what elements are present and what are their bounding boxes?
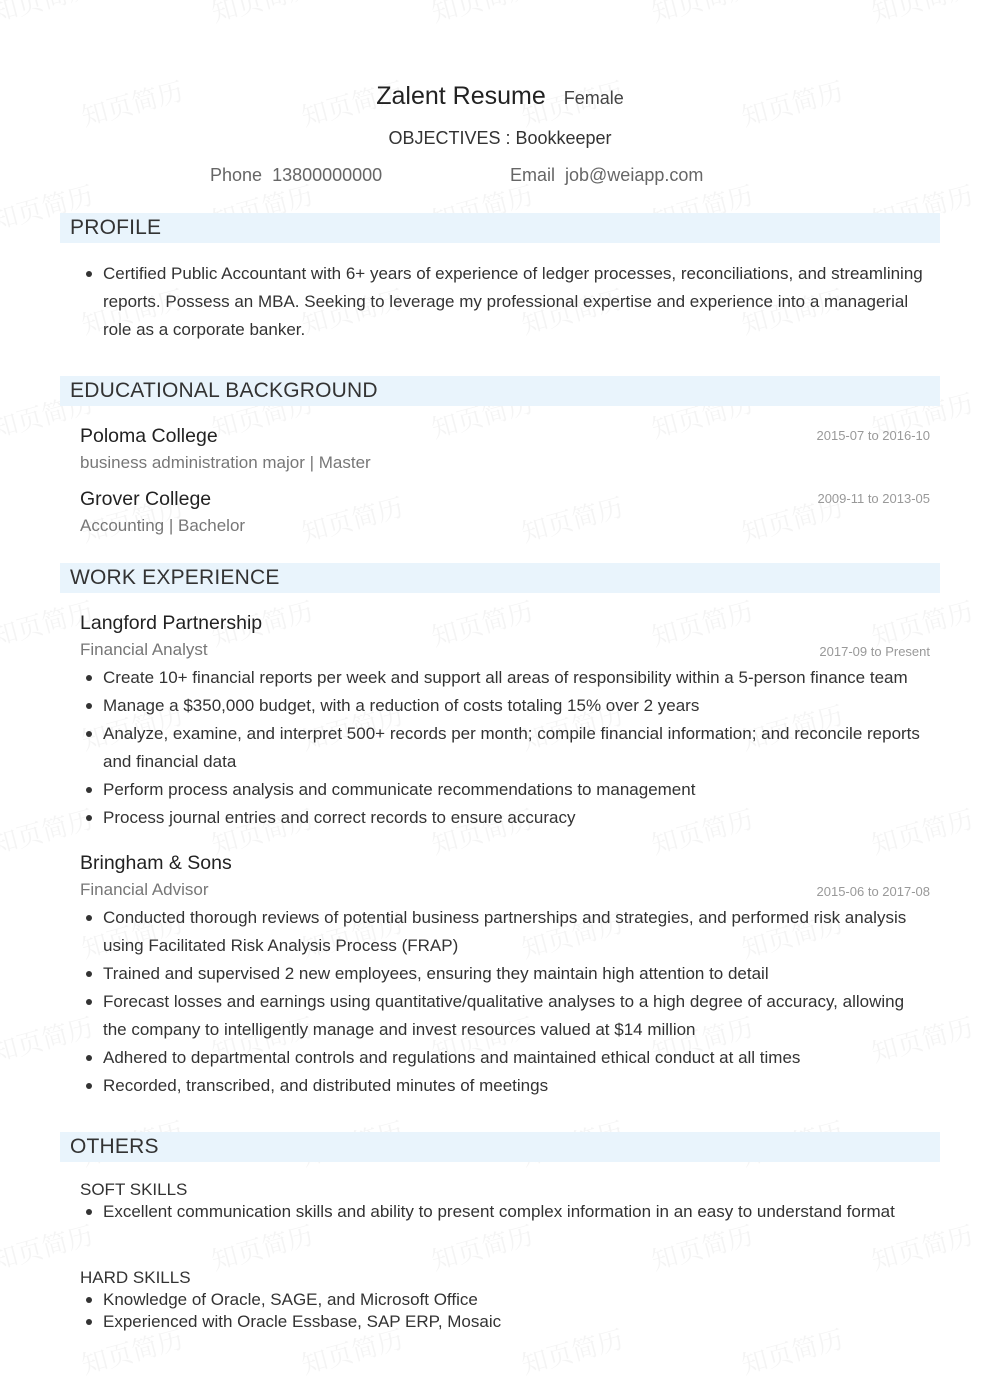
list-item: Conducted thorough reviews of potential business partnerships and strategies, and performed risk analysis using Facilitated Risk Analysis Process (FRAP) bbox=[80, 904, 930, 960]
section-title: OTHERS bbox=[70, 1135, 159, 1158]
list-item: Certified Public Accountant with 6+ years of experience of ledger processes, reconciliations, and streamlining reports. Possess an MBA. Seeking to leverage my professional expertise and experience into a managerial role as a corporate banker. bbox=[80, 260, 930, 344]
company-name: Bringham & Sons bbox=[80, 852, 232, 874]
list-item: Trained and supervised 2 new employees, ensuring they maintain high attention to detail bbox=[80, 960, 930, 988]
education-dates: 2009-11 to 2013-05 bbox=[817, 491, 930, 506]
job-bullets bbox=[80, 904, 930, 1100]
phone-value: 13800000000 bbox=[272, 165, 383, 185]
objective: OBJECTIVES : Bookkeeper bbox=[388, 128, 612, 148]
name-row bbox=[0, 82, 1000, 111]
profile-section-header bbox=[60, 213, 940, 243]
candidate-name: Zalent Resume bbox=[376, 82, 546, 110]
job-role: Financial Analyst bbox=[80, 640, 208, 659]
list-item: Adhered to departmental controls and regulations and maintained ethical conduct at all times bbox=[80, 1044, 930, 1072]
phone-contact bbox=[210, 165, 382, 186]
education-section-header bbox=[60, 376, 940, 406]
education-detail: Accounting | Bachelor bbox=[80, 516, 246, 535]
list-item: Recorded, transcribed, and distributed minutes of meetings bbox=[80, 1072, 930, 1100]
others-section-header bbox=[60, 1132, 940, 1162]
school-name: Poloma College bbox=[80, 425, 218, 447]
company-name: Langford Partnership bbox=[80, 612, 263, 634]
hard-skills-title: HARD SKILLS bbox=[80, 1268, 191, 1287]
email-contact bbox=[510, 165, 703, 186]
work-section-header bbox=[60, 563, 940, 593]
school-name: Grover College bbox=[80, 488, 212, 510]
list-item: Knowledge of Oracle, SAGE, and Microsoft Office bbox=[80, 1289, 930, 1311]
email-label: Email bbox=[510, 165, 556, 185]
job-dates: 2015-06 to 2017-08 bbox=[816, 884, 930, 899]
list-item: Process journal entries and correct records to ensure accuracy bbox=[80, 804, 930, 832]
phone-label: Phone bbox=[210, 165, 263, 185]
list-item: Excellent communication skills and ability to present complex information in an easy to understand format bbox=[80, 1201, 930, 1223]
job-role: Financial Advisor bbox=[80, 880, 209, 899]
job-dates: 2017-09 to Present bbox=[819, 644, 930, 659]
gender: Female bbox=[563, 88, 624, 108]
soft-skills-title: SOFT SKILLS bbox=[80, 1180, 188, 1199]
job-bullets bbox=[80, 664, 930, 832]
soft-skills-list bbox=[80, 1201, 930, 1223]
education-detail: business administration major | Master bbox=[80, 453, 371, 472]
education-dates: 2015-07 to 2016-10 bbox=[816, 428, 930, 443]
list-item: Forecast losses and earnings using quantitative/qualitative analyses to a high degree of accuracy, allowing the company to intelligently manage and invest resources valued at $14 million bbox=[80, 988, 930, 1044]
list-item: Perform process analysis and communicate recommendations to management bbox=[80, 776, 930, 804]
list-item: Analyze, examine, and interpret 500+ records per month; compile financial information; and reconcile reports and financial data bbox=[80, 720, 930, 776]
profile-list bbox=[80, 260, 930, 344]
list-item: Experienced with Oracle Essbase, SAP ERP, Mosaic bbox=[80, 1311, 930, 1333]
email-value: job@weiapp.com bbox=[565, 165, 704, 185]
list-item: Manage a $350,000 budget, with a reduction of costs totaling 15% over 2 years bbox=[80, 692, 930, 720]
list-item: Create 10+ financial reports per week and support all areas of responsibility within a 5-person finance team bbox=[80, 664, 930, 692]
hard-skills-list bbox=[80, 1289, 930, 1333]
section-title: EDUCATIONAL BACKGROUND bbox=[70, 379, 378, 402]
section-title: WORK EXPERIENCE bbox=[70, 566, 280, 589]
section-title: PROFILE bbox=[70, 216, 162, 239]
